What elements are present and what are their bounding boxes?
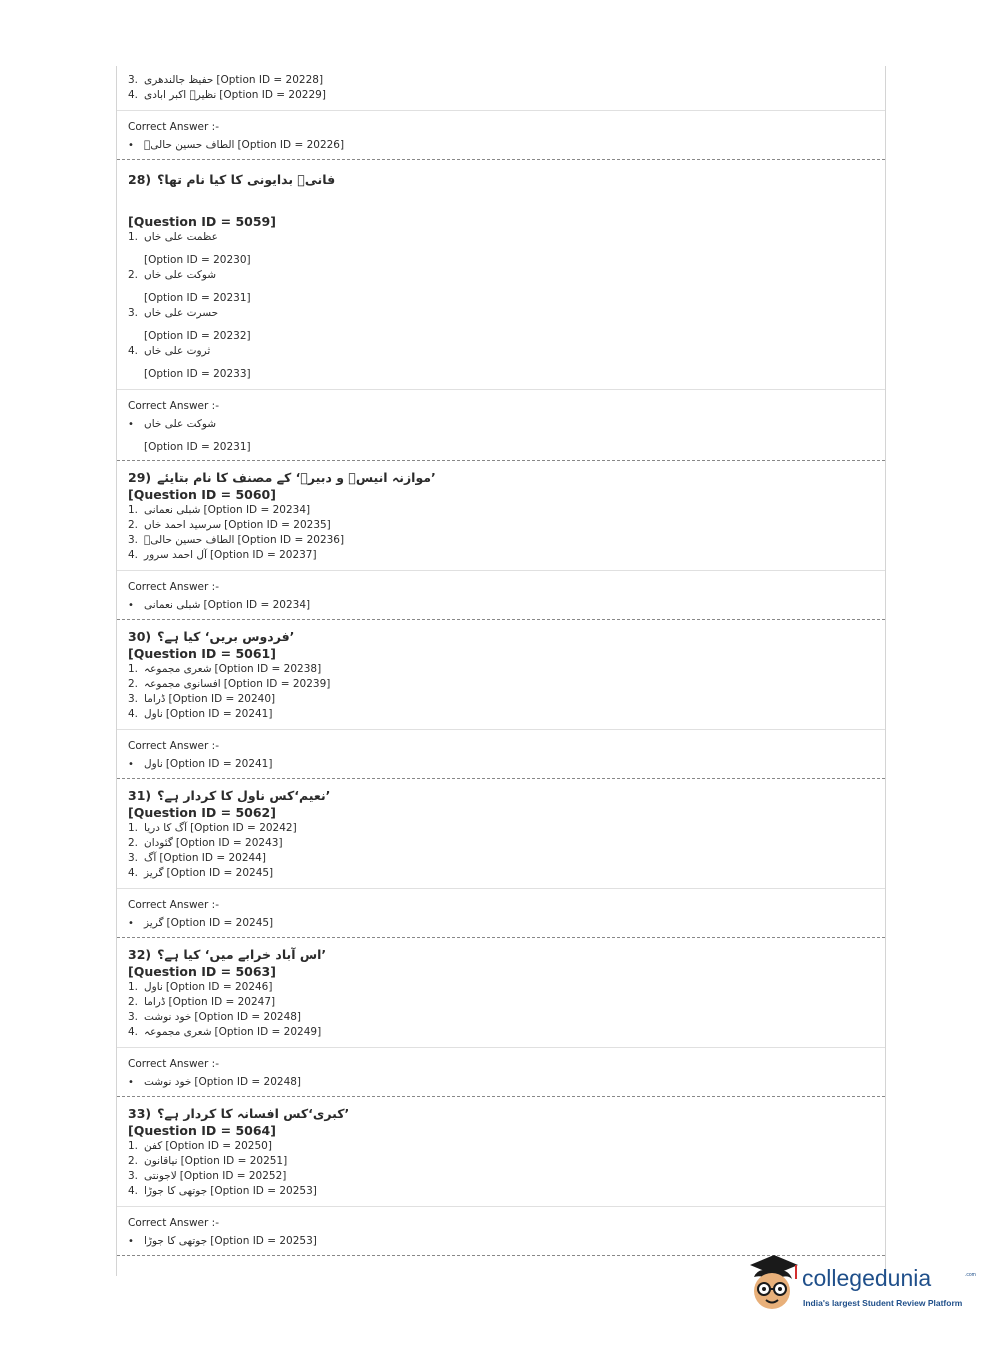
option-text: شعری مجموعہ [144, 663, 212, 675]
option-id: [Option ID = 20245] [166, 917, 274, 929]
option-id: [Option ID = 20226] [237, 139, 345, 151]
question-33 [117, 1097, 885, 1199]
question-30 [117, 620, 885, 722]
option-text: ناول [144, 708, 163, 720]
question-id: [Question ID = 5061] [128, 646, 276, 661]
option-id: [Option ID = 20229] [219, 89, 326, 101]
option-row [128, 995, 885, 1010]
option-id: [Option ID = 20243] [175, 837, 283, 849]
correct-answer-section [117, 889, 885, 931]
option-row [128, 88, 885, 103]
option-text: حسرت علی خاں [144, 307, 219, 319]
option-text: نیاقانون [144, 1155, 178, 1167]
option-text: عظمت علی خاں [144, 231, 218, 243]
question-paper-page [116, 66, 886, 1276]
option-number: 1. [128, 822, 139, 834]
question-id: [Question ID = 5059] [128, 214, 276, 229]
correct-answer-text: شوکت علی خاں [144, 418, 217, 430]
option-id: [Option ID = 20240] [168, 693, 276, 705]
correct-answer-section [117, 571, 885, 613]
question-text: ’موازنہ انیسؔ و دبیرؔ‘ کے مصنف کا نام بتایئے [157, 470, 436, 485]
option-number: 1. [128, 981, 139, 993]
logo-suffix: .com [965, 1272, 976, 1278]
option-text: الطاف حسین حالیؔ [144, 534, 235, 546]
option-text: ڈراما [144, 996, 166, 1008]
option-number: 4. [128, 1185, 139, 1197]
option-row [128, 230, 885, 245]
option-id: [Option ID = 20237] [209, 549, 317, 561]
option-row [128, 707, 885, 722]
option-id: [Option ID = 20241] [165, 758, 273, 770]
question-text: ’کبری‘کس افسانہ کا کردار ہے؟ [157, 1106, 350, 1121]
option-row [128, 1025, 885, 1040]
option-id: [Option ID = 20234] [203, 504, 311, 516]
option-number: 3. [128, 307, 139, 319]
option-row [128, 73, 885, 88]
correct-answer-row [128, 1075, 885, 1090]
correct-answer-row [128, 138, 885, 153]
option-text: سرسید احمد خاں [144, 519, 222, 531]
question-title [128, 620, 885, 646]
option-number: 3. [128, 1170, 139, 1182]
correct-answer-section [117, 111, 885, 153]
option-row [128, 518, 885, 533]
option-number: 2. [128, 269, 139, 281]
option-id: [Option ID = 20231] [144, 292, 251, 304]
correct-answer-label: Correct Answer :- [128, 1217, 219, 1229]
bullet: • [128, 918, 134, 929]
correct-answer-section [117, 390, 885, 455]
question-number: 30) [128, 629, 152, 644]
correct-answer-section [117, 1207, 885, 1249]
option-row [128, 306, 885, 321]
option-row [128, 677, 885, 692]
option-number: 3. [128, 693, 139, 705]
option-row [128, 851, 885, 866]
option-row [128, 1169, 885, 1184]
option-row [128, 268, 885, 283]
option-id: [Option ID = 20234] [203, 599, 311, 611]
correct-answer-row [128, 598, 885, 613]
question-text: ’نعیم‘کس ناول کا کردار ہے؟ [157, 788, 331, 803]
option-text: لاجونتی [144, 1170, 177, 1182]
option-number: 2. [128, 1155, 139, 1167]
question-number: 29) [128, 470, 152, 485]
question-31 [117, 779, 885, 881]
option-id: [Option ID = 20252] [179, 1170, 287, 1182]
option-id: [Option ID = 20239] [223, 678, 331, 690]
option-id: [Option ID = 20245] [166, 867, 274, 879]
option-number: 1. [128, 504, 139, 516]
option-id: [Option ID = 20238] [214, 663, 322, 675]
option-row [128, 548, 885, 563]
bullet: • [128, 1236, 134, 1247]
option-number: 4. [128, 549, 139, 561]
option-row [128, 1010, 885, 1025]
option-number: 3. [128, 1011, 139, 1023]
option-text: شعری مجموعہ [144, 1026, 212, 1038]
option-row [128, 344, 885, 359]
option-number: 1. [128, 1140, 139, 1152]
question-text: فانیؔ بدایونی کا کیا نام تھا؟ [157, 172, 336, 187]
option-text: آگ [144, 852, 157, 864]
option-id: [Option ID = 20233] [144, 368, 251, 380]
option-id: [Option ID = 20242] [190, 822, 297, 834]
option-id: [Option ID = 20249] [214, 1026, 322, 1038]
option-number: 1. [128, 663, 139, 675]
correct-answer-text: ناول [144, 758, 163, 770]
correct-answer-text: گریز [144, 917, 164, 929]
option-text: ثروت علی خاں [144, 345, 211, 357]
option-id: [Option ID = 20253] [210, 1235, 317, 1247]
option-id: [Option ID = 20231] [144, 441, 251, 453]
correct-answer-row [128, 1234, 885, 1249]
option-id: [Option ID = 20228] [216, 74, 324, 86]
option-id: [Option ID = 20236] [237, 534, 345, 546]
correct-answer-row [128, 916, 885, 931]
option-id: [Option ID = 20246] [165, 981, 273, 993]
option-id: [Option ID = 20248] [194, 1011, 302, 1023]
option-number: 4. [128, 867, 139, 879]
option-id: [Option ID = 20235] [224, 519, 331, 531]
bullet: • [128, 600, 134, 611]
option-text: شوکت علی خاں [144, 269, 217, 281]
option-row [128, 1184, 885, 1199]
option-row [128, 503, 885, 518]
option-text: گئودان [144, 837, 173, 849]
question-29 [117, 461, 885, 563]
option-id: [Option ID = 20244] [159, 852, 266, 864]
question-title [128, 461, 885, 487]
question-number: 31) [128, 788, 152, 803]
option-number: 2. [128, 678, 139, 690]
correct-answer-row [128, 757, 885, 772]
option-number: 1. [128, 231, 139, 243]
option-row [128, 1139, 885, 1154]
option-number: 3. [128, 74, 139, 86]
mascot-icon [744, 1253, 800, 1315]
option-text: گریز [144, 867, 164, 879]
option-text: ناول [144, 981, 163, 993]
option-number: 2. [128, 837, 139, 849]
question-title [128, 160, 885, 189]
question-id: [Question ID = 5062] [128, 805, 276, 820]
bullet: • [128, 1077, 134, 1088]
question-text: ’اس آباد خرابے میں‘ کیا ہے؟ [157, 947, 327, 962]
question-number: 32) [128, 947, 152, 962]
option-number: 4. [128, 1026, 139, 1038]
option-row [128, 866, 885, 881]
option-row [128, 1154, 885, 1169]
correct-answer-label: Correct Answer :- [128, 899, 219, 911]
option-number: 4. [128, 345, 139, 357]
option-number: 4. [128, 89, 139, 101]
question-32 [117, 938, 885, 1040]
option-id: [Option ID = 20248] [194, 1076, 302, 1088]
option-number: 3. [128, 852, 139, 864]
correct-answer-text: خود نوشت [144, 1076, 192, 1088]
option-text: آل احمد سرور [144, 549, 207, 561]
correct-answer-label: Correct Answer :- [128, 740, 219, 752]
correct-answer-label: Correct Answer :- [128, 1058, 219, 1070]
correct-answer-label: Correct Answer :- [128, 121, 219, 133]
question-id: [Question ID = 5060] [128, 487, 276, 502]
option-text: کفن [144, 1140, 163, 1152]
option-text: شبلی نعمانی [144, 504, 201, 516]
option-text: آگ کا دریا [144, 822, 188, 834]
correct-answer-row [128, 417, 885, 432]
question-number: 28) [128, 172, 152, 187]
option-id: [Option ID = 20230] [144, 254, 251, 266]
option-id: [Option ID = 20250] [165, 1140, 272, 1152]
collegedunia-logo [744, 1249, 984, 1319]
option-id: [Option ID = 20253] [210, 1185, 317, 1197]
question-28 [117, 160, 885, 382]
option-text: حفیظ جالندھری [144, 74, 214, 86]
correct-answer-label: Correct Answer :- [128, 400, 219, 412]
option-number: 2. [128, 996, 139, 1008]
option-row [128, 836, 885, 851]
option-number: 4. [128, 708, 139, 720]
question-text: ’فردوس بریں‘ کیا ہے؟ [157, 629, 295, 644]
option-text: ڈراما [144, 693, 166, 705]
bullet: • [128, 759, 134, 770]
option-text: جوتھی کا جوڑا [144, 1185, 208, 1197]
correct-answer-text: الطاف حسین حالیؔ [144, 139, 235, 151]
correct-answer-text: شبلی نعمانی [144, 599, 201, 611]
correct-answer-section [117, 1048, 885, 1090]
question-title [128, 938, 885, 964]
logo-tagline: India's largest Student Review Platform [803, 1298, 963, 1308]
option-number: 3. [128, 534, 139, 546]
bullet: • [128, 419, 134, 430]
question-id: [Question ID = 5064] [128, 1123, 276, 1138]
question-number: 33) [128, 1106, 152, 1121]
question-id: [Question ID = 5063] [128, 964, 276, 979]
option-row [128, 692, 885, 707]
option-number: 2. [128, 519, 139, 531]
question-title [128, 1097, 885, 1123]
bullet: • [128, 140, 134, 151]
question-title [128, 779, 885, 805]
correct-answer-text: جوتھی کا جوڑا [144, 1235, 208, 1247]
option-row [128, 980, 885, 995]
option-id: [Option ID = 20247] [168, 996, 276, 1008]
correct-answer-section [117, 730, 885, 772]
option-row [128, 533, 885, 548]
option-id: [Option ID = 20232] [144, 330, 251, 342]
logo-wordmark: collegedunia [802, 1265, 932, 1291]
option-row [128, 662, 885, 677]
option-text: نظیرؔ اکبر ابادی [144, 89, 217, 101]
question-27-continued [117, 66, 885, 103]
option-text: خود نوشت [144, 1011, 192, 1023]
option-id: [Option ID = 20251] [180, 1155, 288, 1167]
correct-answer-label: Correct Answer :- [128, 581, 219, 593]
option-id: [Option ID = 20241] [165, 708, 273, 720]
option-text: افسانوی مجموعہ [144, 678, 221, 690]
option-row [128, 821, 885, 836]
